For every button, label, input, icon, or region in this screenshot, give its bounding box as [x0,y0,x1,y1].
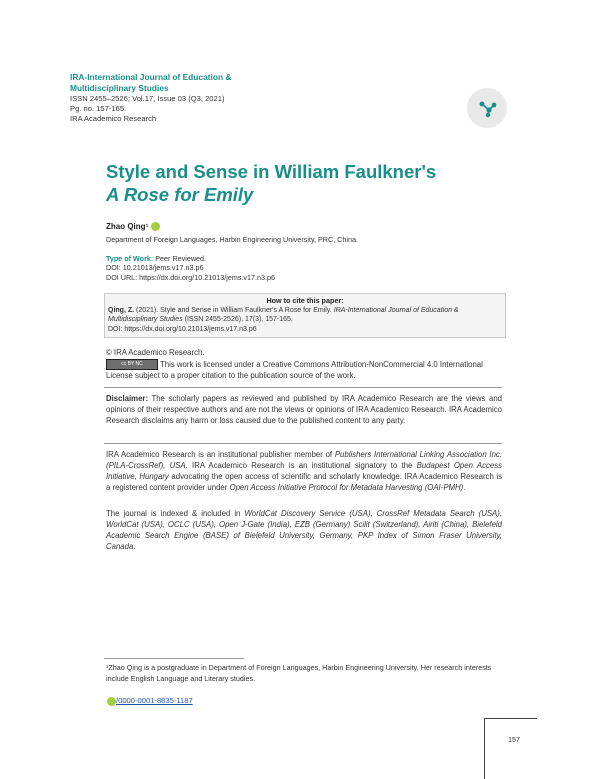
license-text [106,359,501,381]
journal-title [70,72,300,93]
journal-meta [70,94,225,125]
citation-box [104,293,506,338]
member-text: . IRA Academico Research is an institutional signatory to the [185,461,417,470]
work-type [106,254,275,263]
membership-paragraph [106,449,502,493]
article-title [106,160,526,206]
disclaimer-label: Disclaimer: [106,394,149,403]
citation-journal: IRA-International Journal of Education & Multidisciplinary Studies [108,307,459,324]
journal-title-line1: IRA-International Journal of Education & [70,72,232,82]
citation-doi[interactable]: DOI: https://dx.doi.org/10.21013/jems.v17.n3.p6 [108,325,257,333]
member-pila: Publishers International Linking Association Inc. (PILA-CrossRef), USA [106,450,502,470]
member-text: IRA Academico Research is an institutional publisher member of [106,450,335,459]
orcid-link[interactable] [106,696,193,706]
orcid-icon [107,697,116,706]
footnote-rule [104,658,244,659]
member-text: advocating the open access of scientific and scholarly knowledge. IRA Academico Research is a registered content provider under [106,472,503,492]
member-text: . [463,483,466,492]
footnote: ¹Zhao Qing is a postgraduate in Department of Foreign Languages, Harbin Engineering University. Her research interests include English Language and Literary studies. [106,663,492,683]
work-type-value: Peer Reviewed. [153,254,206,263]
indexed-text: . [133,542,136,551]
copyright-line: © IRA Academico Research. [106,348,205,357]
author-affiliation: Department of Foreign Languages, Harbin Engineering University, PRC, China. [106,235,358,244]
author-sup: ¹ [145,222,149,231]
publisher-logo [467,88,507,128]
member-oai: Open Access Initiative Protocol for Metadata Harvesting (OAI-PMH) [229,483,464,492]
work-type-label: Type of Work: [106,254,154,263]
citation-heading: How to cite this paper: [266,296,344,305]
page-number-frame [484,718,537,779]
work-doi-url[interactable]: DOI URL: https://dx.doi.org/10.21013/jems.v17.n3.p6 [106,272,276,282]
divider [104,387,502,388]
journal-title-line2: Multidisciplinary Studies [70,82,169,93]
license-body: This work is licensed under a Creative Commons Attribution-NonCommercial 4.0 International License subject to a proper citation to the publication source of the work. [106,360,483,381]
journal-pages: Pg. no. 157-165. [70,104,127,114]
journal-issn: ISSN 2455–2526; Vol.17, Issue 03 (Q3, 2021) [70,94,225,103]
disclaimer-text: The scholarly papers as reviewed and published by IRA Academico Research are the views and opinions of their respective authors and are not the views or opinions of IRA Academico Research. IRA Academico Research disclaims any harm or loss caused due to the published content to any party. [106,394,502,425]
disclaimer [106,393,502,426]
page-number: 157 [508,735,520,744]
work-doi: DOI: 10.21013/jems.v17.n3.p6 [106,263,204,273]
orcid-id[interactable]: /0000-0001-8835-1187 [116,696,193,705]
indexing-paragraph [106,508,502,552]
orcid-icon[interactable] [151,222,160,231]
journal-publisher: IRA Academico Research [70,114,157,124]
article-title-line1: Style and Sense in William Faulkner's [106,161,437,182]
indexed-list: WorldCat Discovery Service (USA), CrossRef Metadata Search (USA), WorldCat (USA), OCLC (USA), Open J-Gate (India), EZB (Germany) Scilit (Switzerland), Airiti (China), Bielefeld Academic Search Engine (BASE) of Bielefeld University, Germany, PKP Index of Simon Fraser University, Canada [106,509,503,551]
citation-text-a: (2021). Style and Sense in William Faulkner's A Rose for Emily. [134,307,334,314]
divider [104,443,502,444]
citation-text-b: (ISSN 2455-2526), 17(3), 157-165. [182,316,293,324]
article-title-line2: A Rose for Emily [106,184,254,205]
author-name-text: Zhao Qing [106,222,146,231]
indexed-text: The journal is indexed & included in [106,509,245,518]
member-boai: Budapest Open Access Initiative, Hungary [106,461,502,481]
author-name [106,222,160,231]
cc-license-badge[interactable]: cc BY NC [106,359,158,370]
citation-author: Qing, Z. [108,307,135,314]
citation-body [108,306,500,334]
work-info [106,254,275,282]
network-icon [467,88,507,128]
